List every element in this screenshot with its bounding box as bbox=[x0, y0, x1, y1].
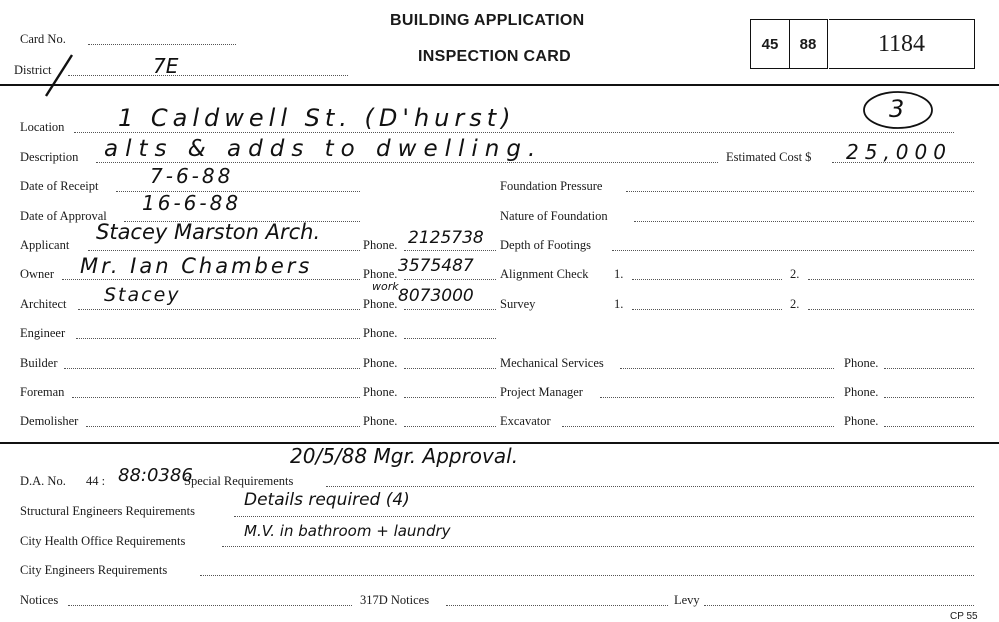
applicant-phone-field[interactable] bbox=[404, 250, 496, 251]
depth-of-footings-label: Depth of Footings bbox=[500, 238, 591, 252]
engineer-field[interactable] bbox=[76, 338, 360, 339]
applicant-field[interactable] bbox=[88, 250, 360, 251]
structural-engineers-value: Details required (4) bbox=[244, 490, 410, 510]
excavator-phone-label: Phone. bbox=[844, 414, 879, 428]
architect-phone-label: Phone. bbox=[363, 297, 398, 311]
excavator-field[interactable] bbox=[562, 426, 834, 427]
city-engineers-label: City Engineers Requirements bbox=[20, 563, 168, 577]
title-line1: BUILDING APPLICATION bbox=[390, 12, 585, 29]
engineer-label: Engineer bbox=[20, 326, 66, 340]
architect-phone: 8073000 bbox=[398, 286, 474, 306]
architect-value: Stacey bbox=[104, 284, 181, 306]
card-number-box: 1184 bbox=[829, 19, 975, 69]
owner-field[interactable] bbox=[62, 279, 360, 280]
owner-phone-field[interactable] bbox=[404, 279, 496, 280]
location-value: 1 Caldwell St. (D'hurst) bbox=[118, 104, 516, 132]
card-box-2: 88 bbox=[789, 19, 828, 69]
builder-field[interactable] bbox=[64, 368, 360, 369]
survey-1-field[interactable] bbox=[632, 309, 782, 310]
date-of-approval-label: Date of Approval bbox=[20, 209, 107, 223]
notices-317d-field[interactable] bbox=[446, 605, 668, 606]
project-manager-label: Project Manager bbox=[500, 385, 583, 399]
card-no-field[interactable] bbox=[88, 44, 236, 45]
card-no-label: Card No. bbox=[20, 32, 66, 46]
builder-label: Builder bbox=[20, 356, 58, 370]
engineer-phone-field[interactable] bbox=[404, 338, 496, 339]
applicant-phone: 2125738 bbox=[408, 228, 484, 248]
owner-value: Mr. Ian Chambers bbox=[80, 254, 313, 278]
notices-317d-label: 317D Notices bbox=[360, 593, 430, 607]
survey-2-label: 2. bbox=[790, 297, 800, 311]
demolisher-field[interactable] bbox=[86, 426, 360, 427]
alignment-check-2-label: 2. bbox=[790, 267, 800, 281]
alignment-check-2-field[interactable] bbox=[808, 279, 974, 280]
mechanical-services-phone-field[interactable] bbox=[884, 368, 974, 369]
excavator-phone-field[interactable] bbox=[884, 426, 974, 427]
circled-number: 3 bbox=[889, 95, 905, 123]
applicant-phone-label: Phone. bbox=[363, 238, 398, 252]
structural-engineers-label: Structural Engineers Requirements bbox=[20, 504, 195, 518]
footer-code: CP 55 bbox=[950, 611, 978, 622]
foundation-pressure-label: Foundation Pressure bbox=[500, 179, 603, 193]
builder-phone-label: Phone. bbox=[363, 356, 398, 370]
demolisher-label: Demolisher bbox=[20, 414, 79, 428]
foreman-label: Foreman bbox=[20, 385, 65, 399]
foreman-field[interactable] bbox=[72, 397, 360, 398]
demolisher-phone-field[interactable] bbox=[404, 426, 496, 427]
description-value: alts & adds to dwelling. bbox=[104, 136, 543, 162]
owner-phone: 3575487 bbox=[398, 256, 474, 276]
card-box-1: 45 bbox=[750, 19, 790, 69]
da-no-value: 88:0386 bbox=[118, 465, 193, 486]
da-no-prefix: 44 : bbox=[86, 474, 106, 488]
estimated-cost-label: Estimated Cost $ bbox=[726, 150, 812, 164]
mechanical-services-field[interactable] bbox=[620, 368, 834, 369]
special-requirements-value: 20/5/88 Mgr. Approval. bbox=[290, 444, 519, 468]
architect-label: Architect bbox=[20, 297, 67, 311]
applicant-value: Stacey Marston Arch. bbox=[96, 220, 321, 244]
demolisher-phone-label: Phone. bbox=[363, 414, 398, 428]
date-of-receipt-label: Date of Receipt bbox=[20, 179, 99, 193]
description-label: Description bbox=[20, 150, 79, 164]
special-requirements-field[interactable] bbox=[326, 486, 974, 487]
architect-phone-field[interactable] bbox=[404, 309, 496, 310]
owner-label: Owner bbox=[20, 267, 55, 281]
description-field[interactable] bbox=[96, 162, 718, 163]
city-engineers-field[interactable] bbox=[200, 575, 974, 576]
district-value: 7E bbox=[153, 54, 179, 78]
date-of-approval-value: 16-6-88 bbox=[142, 191, 242, 215]
nature-of-foundation-label: Nature of Foundation bbox=[500, 209, 608, 223]
levy-label: Levy bbox=[674, 593, 700, 607]
foreman-phone-field[interactable] bbox=[404, 397, 496, 398]
title-line2: INSPECTION CARD bbox=[418, 48, 571, 65]
foreman-phone-label: Phone. bbox=[363, 385, 398, 399]
alignment-check-1-label: 1. bbox=[614, 267, 624, 281]
city-health-value: M.V. in bathroom + laundry bbox=[244, 522, 451, 540]
alignment-check-1-field[interactable] bbox=[632, 279, 782, 280]
foundation-pressure-field[interactable] bbox=[626, 191, 974, 192]
location-label: Location bbox=[20, 120, 65, 134]
mechanical-services-phone-label: Phone. bbox=[844, 356, 879, 370]
survey-2-field[interactable] bbox=[808, 309, 974, 310]
project-manager-phone-field[interactable] bbox=[884, 397, 974, 398]
special-requirements-label: Special Requirements bbox=[184, 474, 294, 488]
project-manager-field[interactable] bbox=[600, 397, 834, 398]
architect-field[interactable] bbox=[78, 309, 360, 310]
applicant-label: Applicant bbox=[20, 238, 70, 252]
da-no-label: D.A. No. bbox=[20, 474, 66, 488]
date-of-receipt-value: 7-6-88 bbox=[150, 164, 234, 188]
owner-phone-label: Phone. bbox=[363, 267, 398, 281]
slash-mark-icon bbox=[38, 52, 78, 102]
notices-field[interactable] bbox=[68, 605, 352, 606]
architect-phone-note: work bbox=[372, 280, 399, 293]
notices-label: Notices bbox=[20, 593, 59, 607]
project-manager-phone-label: Phone. bbox=[844, 385, 879, 399]
district-label: District bbox=[14, 63, 52, 77]
divider-top bbox=[0, 84, 999, 86]
survey-1-label: 1. bbox=[614, 297, 624, 311]
depth-of-footings-field[interactable] bbox=[612, 250, 974, 251]
city-health-field[interactable] bbox=[222, 546, 974, 547]
excavator-label: Excavator bbox=[500, 414, 551, 428]
structural-engineers-field[interactable] bbox=[234, 516, 974, 517]
survey-label: Survey bbox=[500, 297, 536, 311]
engineer-phone-label: Phone. bbox=[363, 326, 398, 340]
nature-of-foundation-field[interactable] bbox=[634, 221, 974, 222]
levy-field[interactable] bbox=[704, 605, 974, 606]
alignment-check-label: Alignment Check bbox=[500, 267, 589, 281]
builder-phone-field[interactable] bbox=[404, 368, 496, 369]
location-field[interactable] bbox=[74, 132, 954, 133]
estimated-cost-value: 25,000 bbox=[846, 140, 952, 164]
mechanical-services-label: Mechanical Services bbox=[500, 356, 604, 370]
city-health-label: City Health Office Requirements bbox=[20, 534, 186, 548]
district-field[interactable] bbox=[68, 75, 348, 76]
